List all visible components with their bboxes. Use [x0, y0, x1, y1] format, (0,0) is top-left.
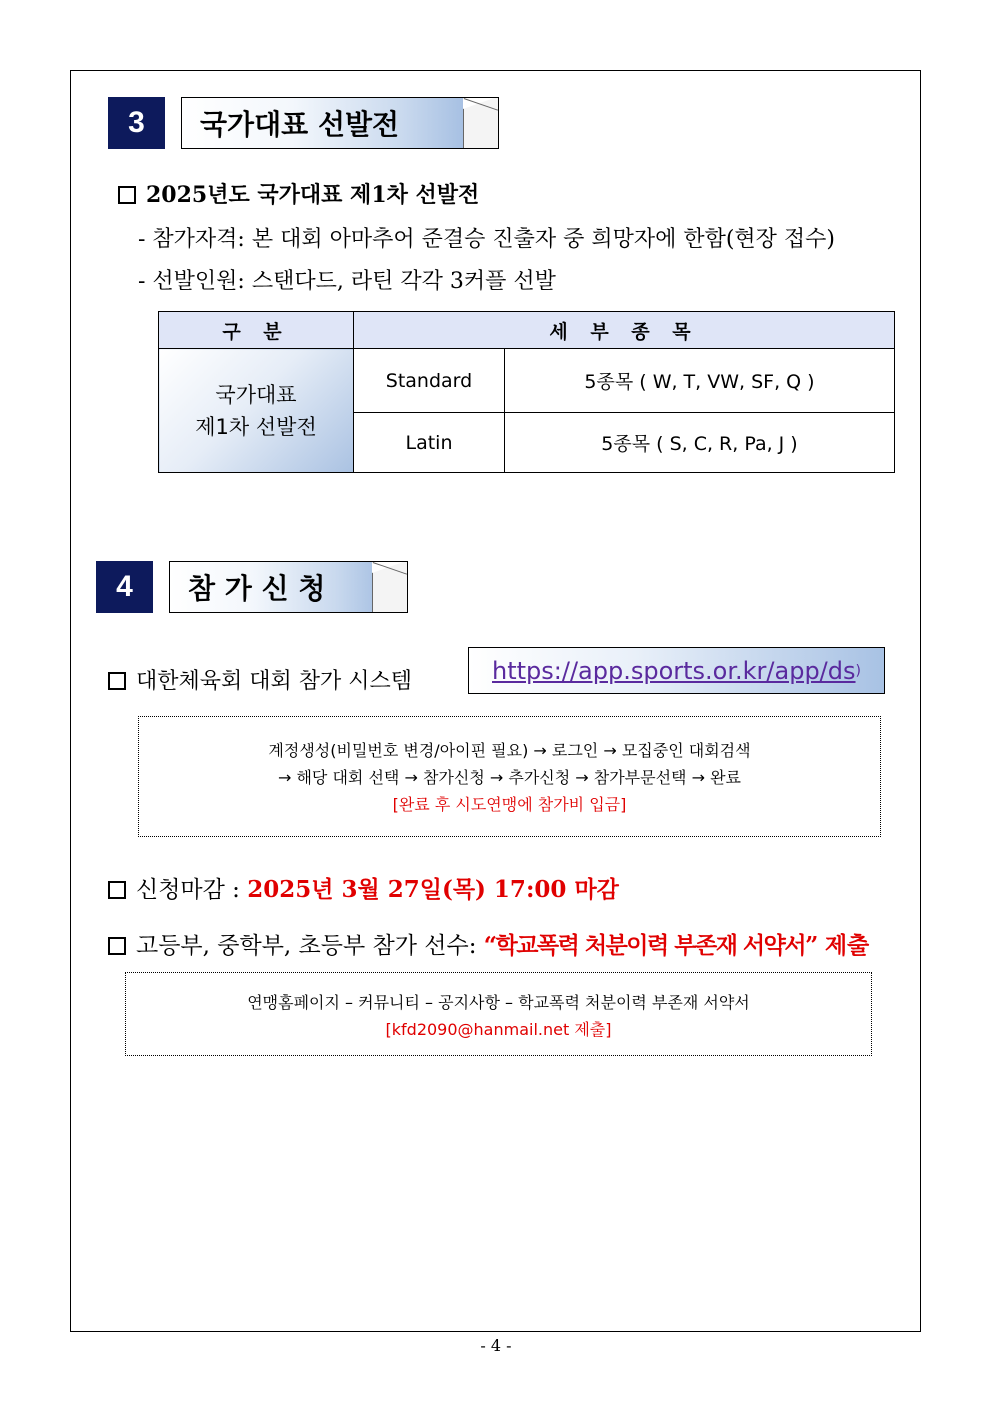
section-4-number: 4	[96, 561, 153, 613]
bullet-eligibility: - 참가자격: 본 대회 아마추어 준결승 진출자 중 희망자에 한함(현장 접수)	[138, 227, 836, 252]
pledge-value: “학교폭력 처분이력 부존재 서약서”	[483, 932, 817, 959]
steps-line-1: 계정생성(비밀번호 변경/아이핀 필요) → 로그인 → 모집중인 대회검색	[268, 741, 751, 760]
pledge-label: 고등부, 중학부, 초등부 참가 선수:	[136, 933, 484, 959]
steps-note: [완료 후 시도연맹에 참가비 입금]	[392, 795, 627, 814]
section-3-number: 3	[108, 97, 165, 149]
checkbox-icon	[118, 186, 136, 204]
section-3-heading	[118, 178, 479, 209]
system-label	[108, 664, 412, 695]
bullet-selection: - 선발인원: 스탠다드, 라틴 각각 3커플 선발	[138, 269, 556, 294]
steps-line-2: → 해당 대회 선택 → 참가신청 → 추가신청 → 참가부문선택 → 완료	[277, 768, 741, 787]
pledge-info-box	[125, 972, 872, 1056]
url-suffix: )	[855, 662, 861, 679]
deadline-value: 2025년 3월 27일(목) 17:00 마감	[247, 876, 619, 903]
table-header-events: 세 부 종 목	[354, 312, 895, 349]
pledge-line	[108, 927, 869, 960]
system-link[interactable]: https://app.sports.or.kr/app/ds	[492, 656, 856, 685]
row-events: 5종목 ( W, T, VW, SF, Q )	[505, 349, 895, 413]
page-border	[70, 70, 921, 1332]
row-category: Standard	[354, 349, 505, 413]
system-label-text: 대한체육회 대회 참가 시스템	[136, 669, 413, 694]
page-fold-icon	[463, 98, 498, 148]
group-line-1: 국가대표	[215, 382, 297, 407]
checkbox-icon	[108, 937, 126, 955]
pledge-suffix: 제출	[816, 932, 870, 959]
group-line-2: 제1차 선발전	[195, 414, 317, 439]
section-3-title: 국가대표 선발전	[200, 108, 400, 141]
checkbox-icon	[108, 672, 126, 690]
section-4-title-box	[169, 561, 408, 613]
row-events: 5종목 ( S, C, R, Pa, J )	[505, 413, 895, 473]
section-3-title-box	[181, 97, 499, 149]
deadline-label: 신청마감 :	[136, 877, 248, 903]
pledge-path: 연맹홈페이지 – 커뮤니티 – 공지사항 – 학교폭력 처분이력 부존재 서약서	[247, 993, 750, 1012]
deadline-line	[108, 871, 619, 904]
page-fold-icon	[372, 562, 407, 612]
row-category: Latin	[354, 413, 505, 473]
section-4-title: 참 가 신 청	[188, 572, 326, 605]
url-box	[468, 647, 885, 694]
table-row	[159, 349, 895, 413]
table-header-category: 구 분	[159, 312, 354, 349]
table-group-cell	[159, 349, 354, 473]
page-number: - 4 -	[480, 1336, 512, 1355]
checkbox-icon	[108, 881, 126, 899]
pledge-note: [kfd2090@hanmail.net 제출]	[385, 1020, 612, 1039]
section-3-heading-text: 2025년도 국가대표 제1차 선발전	[146, 182, 480, 208]
application-steps-box	[138, 716, 881, 837]
selection-table	[158, 311, 895, 473]
